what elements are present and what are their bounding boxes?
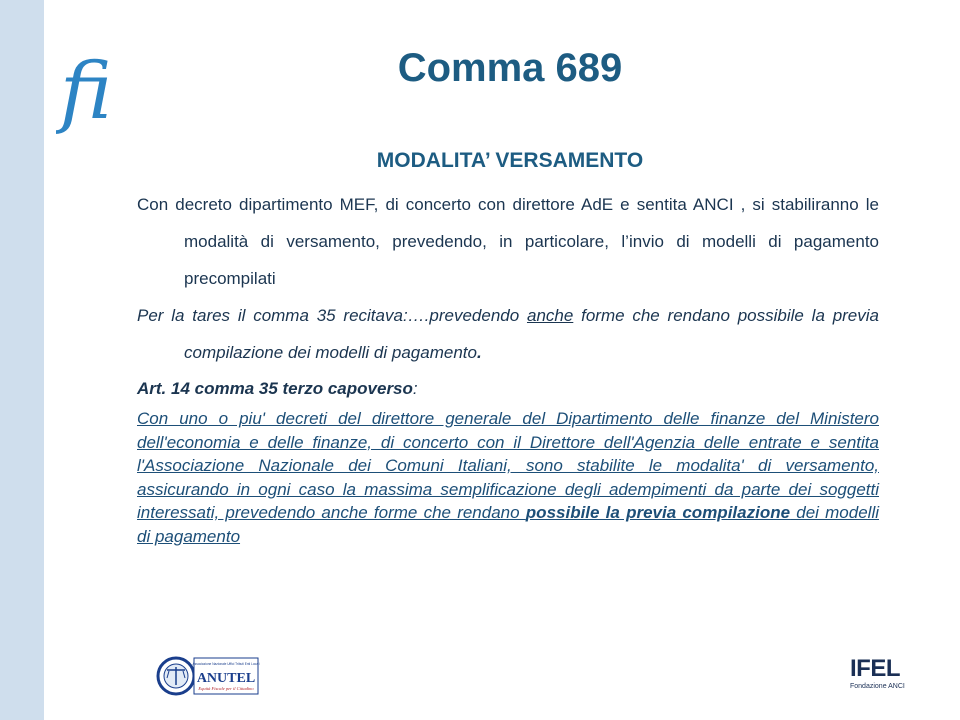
paragraph-tares (137, 297, 879, 371)
ifel-logo-text: IFEL (850, 655, 900, 682)
paragraph-decree: Con decreto dipartimento MEF, di concerto con direttore AdE e sentita ANCI , si stabiliranno le modalità di versamento, prevedendo, in particolare, l’invio di modelli di pagamento precompilati (137, 195, 879, 288)
fi-logo (56, 40, 136, 135)
quote-bold: possibile la previa compilazione (525, 503, 791, 522)
paragraph-tares-end: . (476, 343, 482, 362)
underlined-word: anche (526, 306, 574, 325)
slide-subtitle: MODALITA’ VERSAMENTO (376, 149, 644, 172)
ifel-logo-sub: Fondazione ANCI (850, 683, 905, 690)
slide-title: Comma 689 (397, 46, 623, 90)
side-bar (0, 0, 44, 720)
anutel-logo (156, 655, 260, 697)
slide-content (137, 186, 879, 548)
anutel-text: ANUTEL (196, 671, 256, 686)
paragraph-tares-after: forme che rendano possibile la previa compilazione dei modelli di pagamento (184, 306, 879, 362)
article-heading-text: Art. 14 comma 35 terzo capoverso (137, 379, 413, 398)
article-quote-link[interactable] (137, 407, 879, 548)
quote-text-start: Con uno o piu' decreti del direttore generale del Dipartimento delle finanze del Ministero dell'economia e delle finanze, di concerto con il Direttore dell'Agenzia delle entrate e sentita l'Associazione Nazionale dei Comuni Italiani, sono stabilite le modalita' di versamento, assicurando in ogni caso la massima semplificazione degli adempimenti da parte dei soggetti interessati, prevedendo anche forme che rendano (137, 409, 879, 522)
anutel-small-text: Associazione Nazionale Uffici Tributi Enti Locali (192, 662, 260, 666)
article-heading (137, 377, 879, 401)
ifel-logo (850, 656, 906, 702)
anutel-motto: Equità Fiscale per il Cittadino (198, 686, 254, 691)
fi-logo-text: fi (60, 47, 113, 135)
paragraph-tares-before: Per la tares il comma 35 recitava:….prevedendo (137, 306, 527, 325)
quote-text-end: dei modelli di pagamento (137, 503, 879, 546)
article-heading-colon: : (412, 379, 418, 398)
